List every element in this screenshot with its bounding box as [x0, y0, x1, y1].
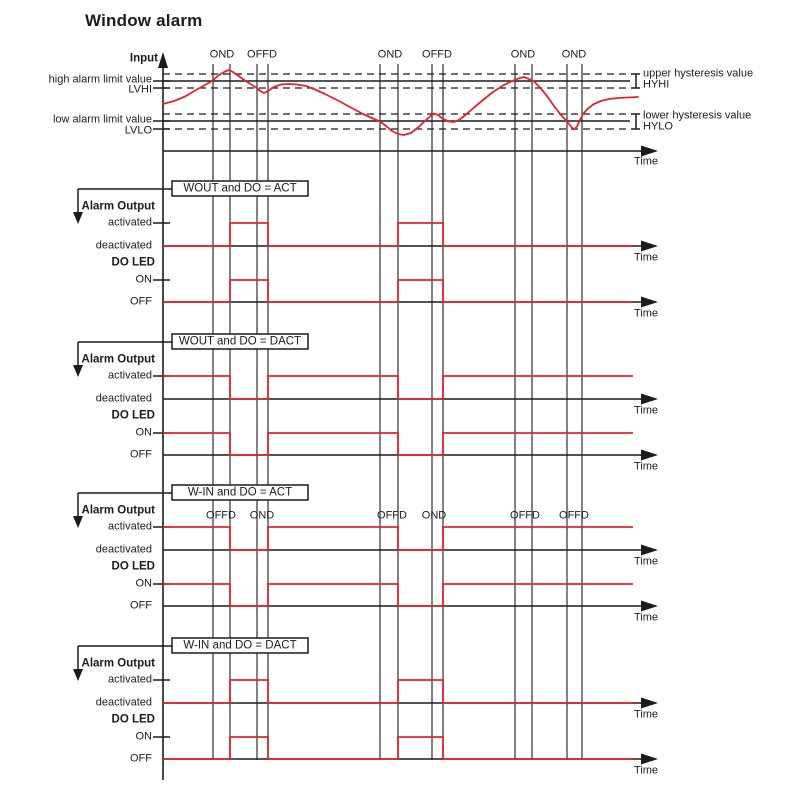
section3-activated-label: activated: [107, 673, 152, 686]
section0-alarm-waveform: [163, 223, 633, 246]
section2-event-label-4: OFFD: [510, 509, 540, 522]
input-axis-label: Input: [129, 52, 158, 65]
section2-event-label-0: OFFD: [206, 509, 236, 522]
section1-on-label: ON: [135, 426, 152, 439]
input-time-label: Time: [634, 155, 659, 168]
section3-deactivated-label: deactivated: [95, 696, 152, 709]
section3-alarm-output-label: Alarm Output: [81, 657, 155, 670]
section0-config-box: [172, 181, 308, 196]
section1-deactivated-label: deactivated: [95, 392, 152, 405]
section2-on-label: ON: [135, 577, 152, 590]
event-label-3: OFFD: [422, 48, 452, 61]
event-label-1: OFFD: [247, 48, 277, 61]
section0-config-box-label: WOUT and DO = ACT: [183, 182, 297, 195]
input-axis-arrow-up-icon: [158, 52, 168, 68]
section3-do-led-label: DO LED: [111, 713, 155, 726]
section1-led-time-axis-arrow-icon: [641, 450, 658, 461]
section2-led-waveform: [163, 584, 633, 606]
section0-led-waveform: [163, 280, 633, 302]
section2-do-led-label: DO LED: [111, 560, 155, 573]
section2-activated-label: activated: [107, 520, 152, 533]
section0-alarm-time-axis-arrow-icon: [641, 241, 658, 252]
section1-alarm-output-label: Alarm Output: [81, 353, 155, 366]
section3-pointer-arrow-down-icon: [73, 669, 83, 681]
section2-event-label-2: OFFD: [377, 509, 407, 522]
hysteresis-label-3: HYLO: [643, 120, 673, 133]
section0-on-label: ON: [135, 273, 152, 286]
section1-pointer-arrow-down-icon: [73, 365, 83, 377]
limit-label-0: high alarm limit value: [48, 73, 152, 86]
section1-off-label: OFF: [130, 448, 152, 461]
limit-label-3: LVLO: [124, 124, 152, 137]
section0-alarm-output-label: Alarm Output: [81, 200, 155, 213]
section2-config-box: [172, 485, 308, 500]
section2-off-label: OFF: [130, 599, 152, 612]
section2-alarm-waveform: [163, 527, 633, 550]
section0-led-time-label: Time: [634, 307, 659, 320]
event-label-4: OND: [510, 48, 536, 61]
section2-event-label-5: OFFD: [559, 509, 589, 522]
section3-config-box: [172, 638, 308, 653]
section1-activated-label: activated: [107, 369, 152, 382]
section2-event-label-3: OND: [421, 509, 447, 522]
section3-on-label: ON: [135, 730, 152, 743]
input-time-axis-arrow-icon: [641, 146, 658, 157]
section1-config-box-label: WOUT and DO = DACT: [178, 335, 302, 348]
section3-config-box-label: W-IN and DO = DACT: [183, 639, 297, 652]
section2-alarm-output-label: Alarm Output: [81, 504, 155, 517]
section0-off-label: OFF: [130, 295, 152, 308]
section3-alarm-waveform: [163, 680, 633, 703]
section0-activated-label: activated: [107, 216, 152, 229]
section0-led-time-axis-arrow-icon: [641, 297, 658, 308]
section1-config-box: [172, 334, 308, 349]
event-label-5: OND: [561, 48, 587, 61]
section3-alarm-time-axis-arrow-icon: [641, 698, 658, 709]
section2-pointer-arrow-down-icon: [73, 516, 83, 528]
page-title: Window alarm: [85, 11, 203, 30]
section2-deactivated-label: deactivated: [95, 543, 152, 556]
section2-config-box-label: W-IN and DO = ACT: [187, 486, 293, 499]
section3-led-time-label: Time: [634, 764, 659, 777]
section0-alarm-time-label: Time: [634, 251, 659, 264]
limit-label-2: low alarm limit value: [52, 113, 152, 126]
limit-label-1: LVHI: [128, 83, 152, 96]
section3-led-time-axis-arrow-icon: [641, 754, 658, 765]
section1-alarm-waveform: [163, 376, 633, 399]
section0-do-led-label: DO LED: [111, 256, 155, 269]
section3-alarm-time-label: Time: [634, 708, 659, 721]
section3-off-label: OFF: [130, 752, 152, 765]
section0-deactivated-label: deactivated: [95, 239, 152, 252]
section2-alarm-time-axis-arrow-icon: [641, 545, 658, 556]
section3-led-waveform: [163, 737, 633, 759]
section1-do-led-label: DO LED: [111, 409, 155, 422]
section1-led-time-label: Time: [634, 460, 659, 473]
hysteresis-label-2: lower hysteresis value: [643, 109, 752, 122]
event-label-2: OND: [377, 48, 403, 61]
section2-led-time-axis-arrow-icon: [641, 601, 658, 612]
section2-event-label-1: OND: [249, 509, 275, 522]
section0-pointer-arrow-down-icon: [73, 212, 83, 224]
section1-led-waveform: [163, 433, 633, 455]
section2-alarm-time-label: Time: [634, 555, 659, 568]
section1-alarm-time-label: Time: [634, 404, 659, 417]
hysteresis-label-0: upper hysteresis value: [643, 67, 754, 80]
event-label-0: OND: [209, 48, 235, 61]
section2-led-time-label: Time: [634, 611, 659, 624]
section1-alarm-time-axis-arrow-icon: [641, 394, 658, 405]
hysteresis-label-1: HYHI: [643, 78, 670, 91]
